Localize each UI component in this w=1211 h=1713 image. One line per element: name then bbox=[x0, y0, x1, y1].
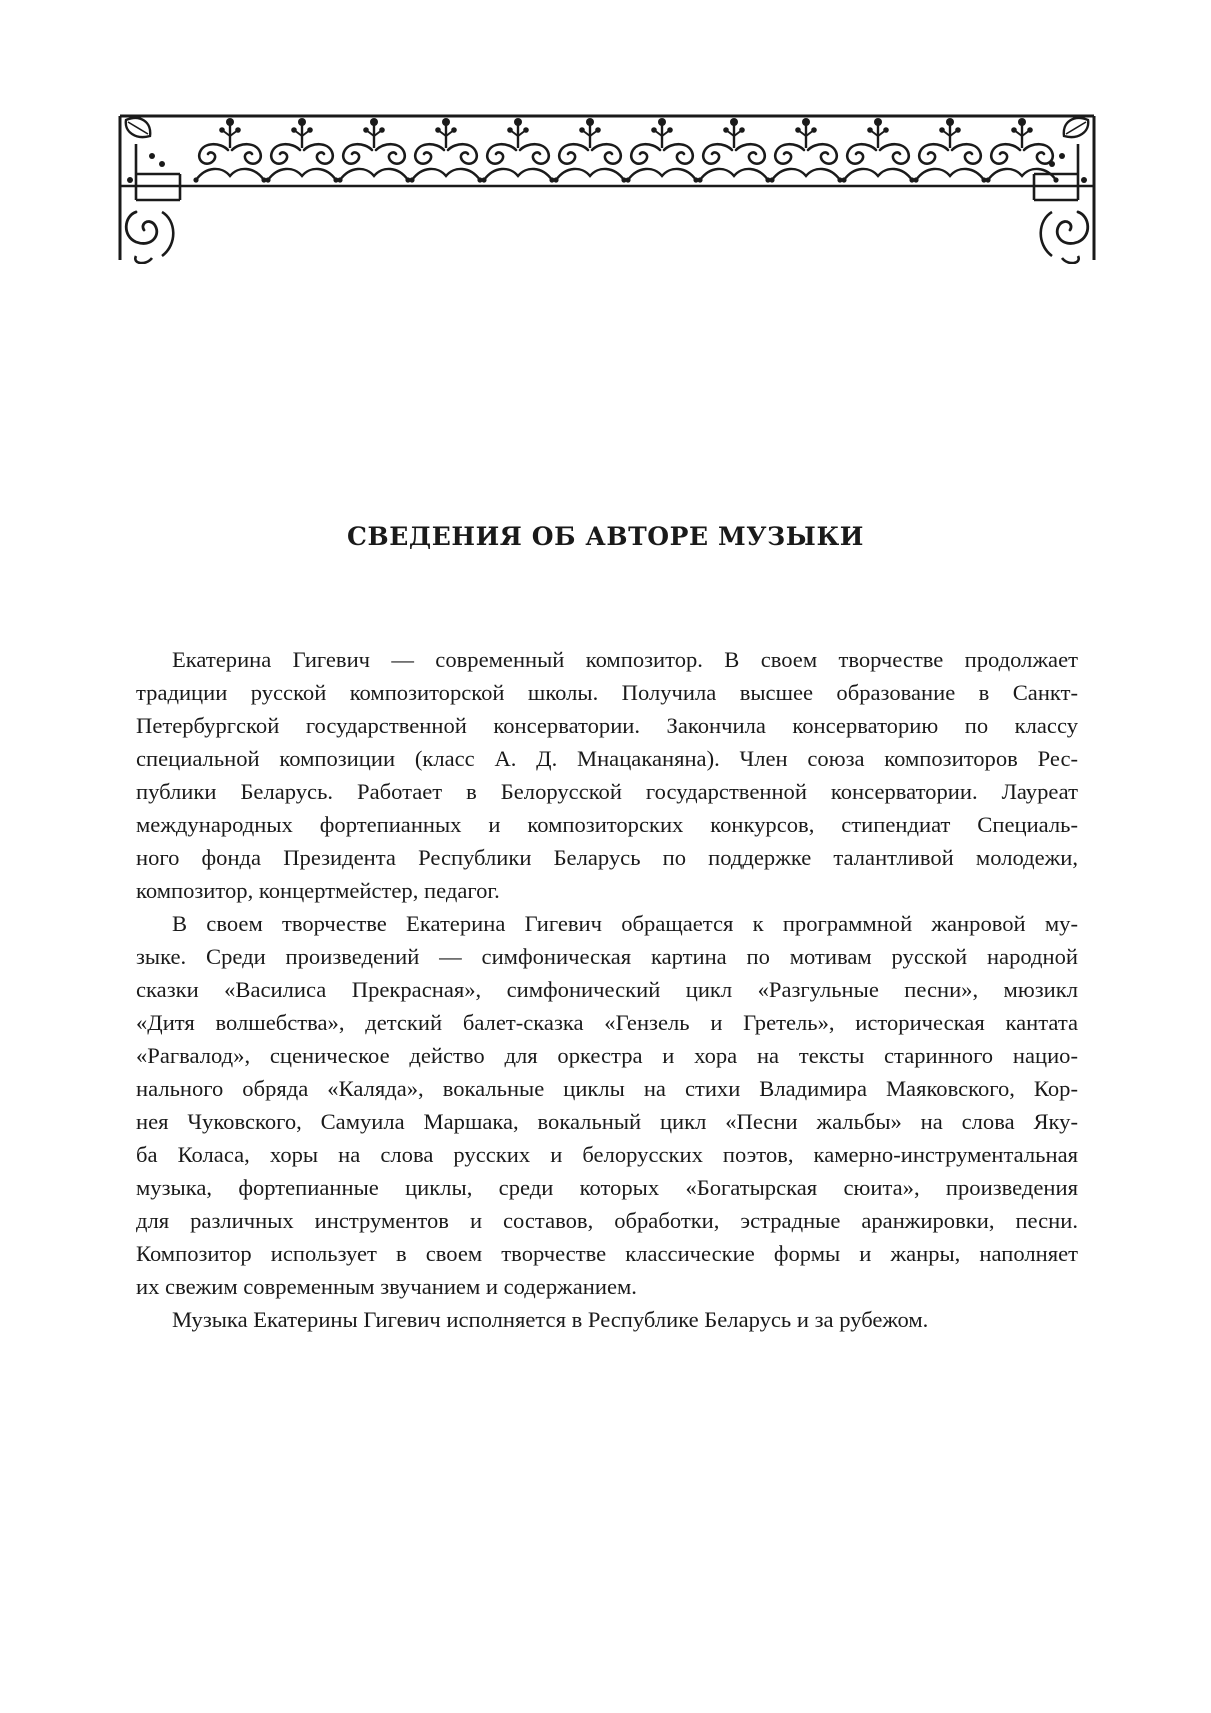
text-line: «Рагвалод», сценическое действо для оркестра и хора на тексты старинного нацио- bbox=[136, 1043, 1078, 1068]
text-line: для различных инструментов и составов, обработки, эстрадные аранжировки, песни. bbox=[136, 1208, 1078, 1233]
author-info-text bbox=[136, 643, 1078, 1336]
text-line: «Дитя волшебства», детский балет-сказка «Гензель и Гретель», историческая кантата bbox=[136, 1010, 1078, 1035]
text-line: В своем творчестве Екатерина Гигевич обращается к программной жанровой му- bbox=[172, 911, 1078, 936]
text-line: публики Беларусь. Работает в Белорусской государственной консерватории. Лауреат bbox=[136, 779, 1078, 804]
text-line: Петербургской государственной консерватории. Закончила консерваторию по классу bbox=[136, 713, 1078, 738]
text-line: международных фортепианных и композиторских конкурсов, стипендиат Специаль- bbox=[136, 812, 1078, 837]
page-title: СВЕДЕНИЯ ОБ АВТОРЕ МУЗЫКИ bbox=[346, 522, 865, 551]
text-line: Екатерина Гигевич — современный композитор. В своем творчестве продолжает bbox=[172, 647, 1078, 672]
ornamental-frieze-graphic bbox=[118, 112, 1096, 264]
paragraph bbox=[136, 907, 1078, 1303]
text-line: традиции русской композиторской школы. Получила высшее образование в Санкт- bbox=[136, 680, 1078, 705]
text-line: специальной композиции (класс А. Д. Мнацаканяна). Член союза композиторов Рес- bbox=[136, 746, 1078, 771]
paragraph bbox=[136, 1303, 1078, 1336]
text-line: сказки «Василиса Прекрасная», симфонический цикл «Разгульные песни», мюзикл bbox=[136, 977, 1078, 1002]
paragraph bbox=[136, 643, 1078, 907]
text-line: зыке. Среди произведений — симфоническая картина по мотивам русской народной bbox=[136, 944, 1078, 969]
text-line: композитор, концертмейстер, педагог. bbox=[136, 878, 500, 903]
text-line: их свежим современным звучанием и содержанием. bbox=[136, 1274, 637, 1299]
text-line: Музыка Екатерины Гигевич исполняется в Республике Беларусь и за рубежом. bbox=[172, 1307, 929, 1332]
text-line: Композитор использует в своем творчестве классические формы и жанры, наполняет bbox=[136, 1241, 1078, 1266]
text-line: нея Чуковского, Самуила Маршака, вокальный цикл «Песни жальбы» на слова Яку- bbox=[136, 1109, 1078, 1134]
text-line: нального обряда «Каляда», вокальные циклы на стихи Владимира Маяковского, Кор- bbox=[136, 1076, 1078, 1101]
ornamental-header-border bbox=[118, 112, 1096, 264]
text-line: ного фонда Президента Республики Беларусь по поддержке талантливой молодежи, bbox=[136, 845, 1078, 870]
text-line: музыка, фортепианные циклы, среди которых «Богатырская сюита», произведения bbox=[136, 1175, 1078, 1200]
text-line: ба Коласа, хоры на слова русских и белорусских поэтов, камерно-инструментальная bbox=[136, 1142, 1078, 1167]
